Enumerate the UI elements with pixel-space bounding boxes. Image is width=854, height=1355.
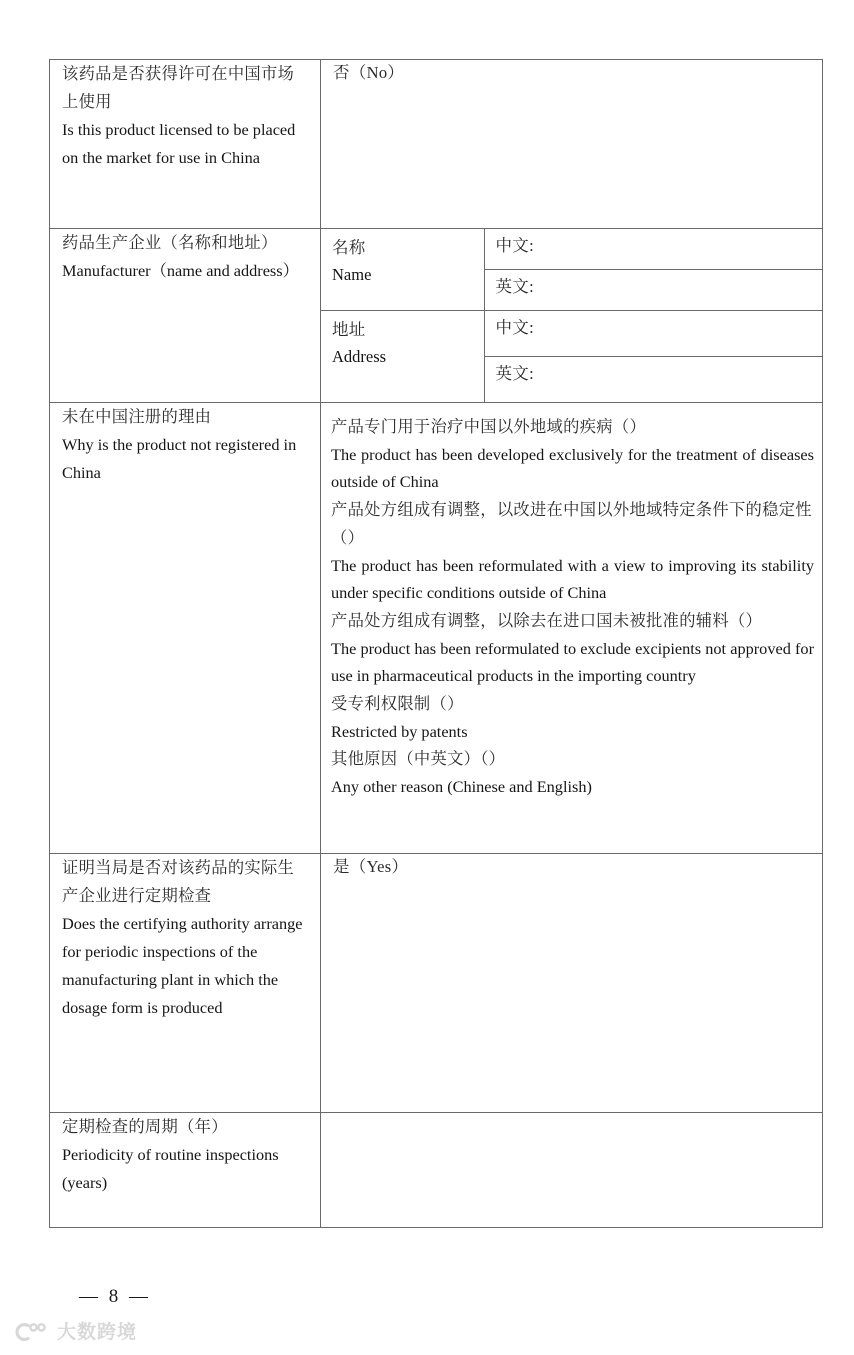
label-en-periodic-inspections: Does the certifying authority arrange for periodic inspections of the manufacturing plant in which the dosage form is produced [62, 914, 303, 1018]
table-row-manufacturer [50, 229, 823, 403]
reason-item-reformulated-excipients[interactable] [331, 607, 814, 690]
manufacturer-address-english-field[interactable] [484, 357, 822, 403]
label-cell-manufacturer [50, 229, 321, 403]
reason-item-patents[interactable] [331, 690, 814, 745]
table-row-periodic-inspections [50, 854, 823, 1113]
table-row-inspection-periodicity [50, 1113, 823, 1228]
reason-zh-other: 其他原因（中英文）（） [331, 749, 506, 769]
certificate-form-table [49, 59, 823, 1228]
watermark [14, 1320, 137, 1344]
reason-en-other: Any other reason (Chinese and English) [331, 777, 592, 797]
reason-zh-reformulated-excipients: 产品处方组成有调整，以除去在进口国未被批准的辅料（） [331, 610, 763, 630]
manufacturer-address-chinese-row [321, 311, 822, 357]
label-cell-periodic-inspections [50, 854, 321, 1113]
manufacturer-name-chinese-field[interactable] [484, 229, 822, 270]
reason-zh-patents: 受专利权限制（） [331, 694, 464, 714]
label-en-manufacturer: Manufacturer（name and address） [62, 261, 299, 281]
manufacturer-address-chinese-label: 中文: [495, 318, 534, 337]
reason-en-reformulated-stability: The product has been reformulated with a view to improving its stability under specific conditions outside of China [331, 555, 814, 603]
manufacturer-name-key-en: Name [332, 264, 372, 284]
reason-en-reformulated-excipients: The product has been reformulated to exclude excipients not approved for use in pharmaceutical products in the importing country [331, 638, 814, 686]
manufacturer-name-key [321, 229, 484, 311]
reason-item-developed-exclusively[interactable] [331, 413, 814, 496]
label-zh-manufacturer: 药品生产企业（名称和地址） [62, 233, 278, 252]
manufacturer-name-chinese-row [321, 229, 822, 270]
value-cell-manufacturer [321, 229, 823, 403]
manufacturer-address-english-label: 英文: [495, 364, 534, 383]
manufacturer-name-key-zh: 名称 [332, 238, 366, 257]
label-cell-inspection-periodicity [50, 1113, 321, 1228]
label-en-why-not-registered: Why is the product not registered in China [62, 435, 297, 483]
label-cell-licensed-in-china [50, 60, 321, 229]
value-cell-why-not-registered [321, 403, 823, 854]
label-en-licensed-in-china: Is this product licensed to be placed on the market for use in China [62, 120, 296, 168]
reasons-list [321, 403, 822, 813]
reason-zh-developed-exclusively: 产品专门用于治疗中国以外地域的疾病（） [331, 417, 647, 436]
manufacturer-address-chinese-field[interactable] [484, 311, 822, 357]
answer-periodic-inspections: 是（Yes） [333, 857, 409, 876]
table-row-licensed-in-china [50, 60, 823, 229]
reason-zh-reformulated-stability: 产品处方组成有调整，以改进在中国以外地域特定条件下的稳定性（） [331, 500, 812, 547]
table-row-why-not-registered [50, 403, 823, 854]
manufacturer-name-chinese-label: 中文: [495, 236, 534, 255]
manufacturer-name-english-field[interactable] [484, 270, 822, 311]
label-zh-inspection-periodicity: 定期检查的周期（年） [62, 1117, 228, 1136]
logo-mark-icon [14, 1320, 52, 1344]
reason-item-other[interactable] [331, 745, 814, 800]
manufacturer-address-key-zh: 地址 [332, 320, 366, 339]
reason-en-developed-exclusively: The product has been developed exclusively for the treatment of diseases outside of China [331, 444, 814, 492]
watermark-text: 大数跨境 [57, 1320, 138, 1343]
reason-item-reformulated-stability[interactable] [331, 496, 814, 607]
manufacturer-detail-table [321, 229, 822, 402]
manufacturer-name-english-label: 英文: [495, 277, 534, 296]
label-zh-why-not-registered: 未在中国注册的理由 [62, 407, 212, 426]
label-zh-periodic-inspections: 证明当局是否对该药品的实际生产企业进行定期检查 [62, 858, 295, 906]
page-number: — 8 — [79, 1286, 151, 1307]
value-cell-inspection-periodicity[interactable] [321, 1113, 823, 1228]
manufacturer-address-key [321, 311, 484, 403]
label-zh-licensed-in-china: 该药品是否获得许可在中国市场上使用 [62, 64, 295, 112]
manufacturer-address-key-en: Address [332, 346, 387, 366]
label-en-inspection-periodicity: Periodicity of routine inspections (years) [62, 1145, 279, 1193]
value-cell-licensed-in-china[interactable] [321, 60, 823, 229]
answer-licensed-in-china: 否（No） [333, 63, 405, 82]
value-cell-periodic-inspections[interactable] [321, 854, 823, 1113]
label-cell-why-not-registered [50, 403, 321, 854]
reason-en-patents: Restricted by patents [331, 721, 468, 741]
